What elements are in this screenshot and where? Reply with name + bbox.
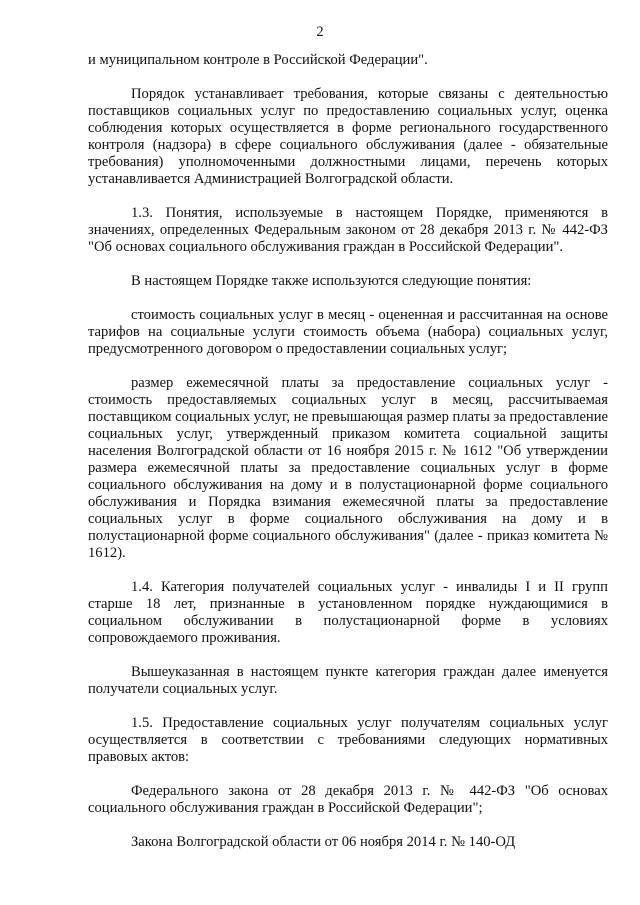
paragraph-term-service-cost: стоимость социальных услуг в месяц - оцененная и рассчитанная на основе тарифов на социальные услуги стоимость объема (набора) социальных услуг, предусмотренного договором о предоставлении социальных услуг; bbox=[88, 307, 608, 357]
page-number: 2 bbox=[316, 24, 324, 40]
paragraph-continuation: и муниципальном контроле в Российской Федерации". bbox=[88, 52, 428, 68]
document-body bbox=[88, 52, 608, 851]
paragraph-federal-law: Федерального закона от 28 декабря 2013 г. № 442-ФЗ "Об основах социального обслуживания граждан в Российской Федерации"; bbox=[88, 783, 608, 816]
paragraph-1-3: 1.3. Понятия, используемые в настоящем Порядке, применяются в значениях, определенных Федеральным законом от 28 декабря 2013 г. № 442-ФЗ "Об основах социального обслуживания граждан в Российской Федерации". bbox=[88, 205, 608, 255]
paragraph-1-4: 1.4. Категория получателей социальных услуг - инвалиды I и II групп старше 18 лет, признанные в установленном порядке нуждающимися в социальном обслуживании в полустационарной форме в условиях сопровождаемого проживания. bbox=[88, 579, 608, 646]
paragraph-requirements: Порядок устанавливает требования, которые связаны с деятельностью поставщиков социальных услуг по предоставлению социальных услуг, оценка соблюдения которых осуществляется в форме регионального государственного контроля (надзора) в сфере социального обслуживания (далее - обязательные требования) уполномоченными должностными лицами, перечень которых устанавливается Администрацией Волгоградской области. bbox=[88, 86, 608, 187]
paragraph-regional-law: Закона Волгоградской области от 06 ноября 2014 г. № 140-ОД bbox=[131, 834, 516, 850]
paragraph-additional-terms: В настоящем Порядке также используются следующие понятия: bbox=[131, 273, 532, 289]
paragraph-term-monthly-fee: размер ежемесячной платы за предоставление социальных услуг - стоимость предоставляемых социальных услуг в месяц, рассчитываемая поставщиком социальных услуг, не превышающая размер платы за предоставление социальных услуг, утвержденный приказом комитета социальной защиты населения Волгоградской области от 16 ноября 2015 г. № 1612 "Об утверждении размера ежемесячной платы за предоставление социальных услуг в форме социального обслуживания на дому и в полустационарной форме социального обслуживания и Порядка взимания ежемесячной платы за предоставление социальных услуг в форме социального обслуживания на дому и в полустационарной форме социального обслуживания" (далее - приказ комитета № 1612). bbox=[88, 375, 609, 561]
paragraph-1-5: 1.5. Предоставление социальных услуг получателям социальных услуг осуществляется в соответствии с требованиями следующих нормативных правовых актов: bbox=[88, 715, 608, 765]
paragraph-category-note: Вышеуказанная в настоящем пункте категория граждан далее именуется получатели социальных услуг. bbox=[88, 664, 608, 697]
